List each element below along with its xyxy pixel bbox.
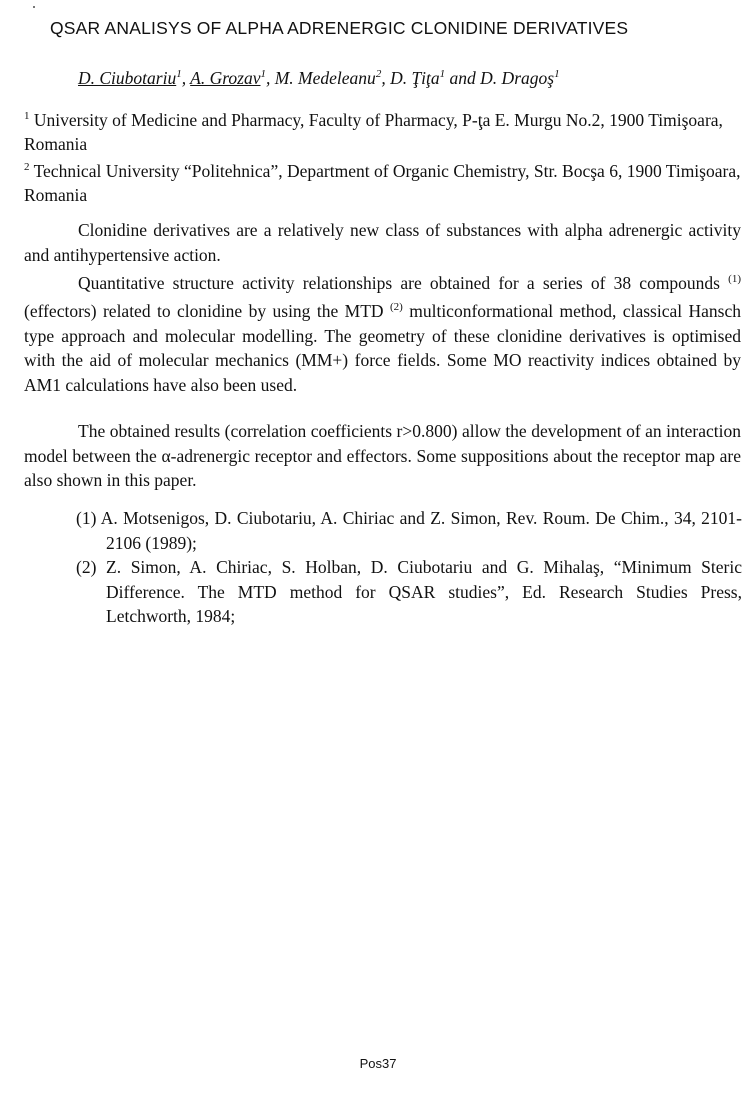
abstract-paragraph-1: Clonidine derivatives are a relatively new class of substances with alpha adrenergic activity and antihypertensive action. bbox=[24, 220, 741, 265]
affiliation-2: $^2$ Technical University “Politehnica”, Department of Organic Chemistry, Str. Bocşa 6, 1900 Timişoara, Romania bbox=[24, 160, 741, 206]
scan-speck bbox=[33, 6, 35, 8]
reference-list bbox=[76, 506, 742, 629]
author: M. Medeleanu$^2$, bbox=[274, 68, 391, 88]
author: D. Dragoş$^1$ bbox=[480, 68, 560, 88]
abstract-paragraph-2: Quantitative structure activity relationships are obtained for a series of 38 compounds $^{(1)}$ (effectors) related to clonidine by using the MTD $^{(2)}$ multiconformational method, classical Hansch type approach and molecular modelling. The geometry of these clonidine derivatives is optimised with the aid of molecular mechanics (MM+) force fields. Some MO reactivity indices obtained by AM1 calculations have also been used. bbox=[24, 272, 741, 396]
reference-item: (1) A. Motsenigos, D. Ciubotariu, A. Chiriac and Z. Simon, Rev. Roum. De Chim., 34, 2101-2106 (1989); bbox=[76, 508, 742, 553]
affiliation-1: $^1$ University of Medicine and Pharmacy, Faculty of Pharmacy, P-ţa E. Murgu No.2, 1900 Timişoara, Romania bbox=[24, 109, 723, 155]
abstract-paragraph-3: The obtained results (correlation coefficients r>0.800) allow the development of an interaction model between the α-adrenergic receptor and effectors. Some suppositions about the receptor map are also shown in this paper. bbox=[24, 421, 741, 491]
reference-item: (2) Z. Simon, A. Chiriac, S. Holban, D. Ciubotariu and G. Mihalaş, “Minimum Steric Difference. The MTD method for QSAR studies”, Ed. Research Studies Press, Letchworth, 1984; bbox=[76, 557, 742, 626]
author: D. Ţiţa$^1$ and bbox=[390, 68, 481, 88]
author-list bbox=[78, 68, 560, 89]
page-footer: Pos37 bbox=[359, 1056, 397, 1071]
paper-title: QSAR ANALISYS OF ALPHA ADRENERGIC CLONIDINE DERIVATIVES bbox=[50, 18, 629, 38]
author: A. Grozav$^1$, bbox=[190, 68, 275, 88]
author: D. Ciubotariu$^1$, bbox=[78, 68, 191, 88]
